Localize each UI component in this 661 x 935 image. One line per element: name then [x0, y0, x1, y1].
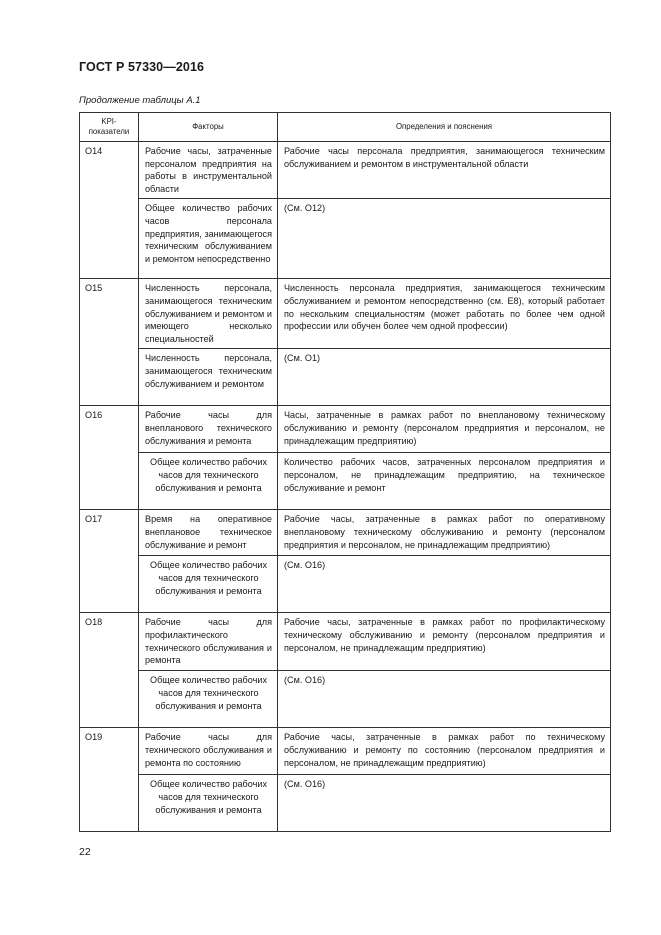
kpi-table — [79, 112, 611, 832]
definition-cell: (См. О1) — [278, 349, 611, 406]
table-row — [80, 775, 611, 832]
table-row — [80, 728, 611, 775]
table-row — [80, 671, 611, 728]
definition-cell: (См. О16) — [278, 671, 611, 728]
page-number: 22 — [79, 846, 91, 858]
table-caption: Продолжение таблицы А.1 — [79, 95, 201, 106]
table-row — [80, 406, 611, 453]
table-row — [80, 199, 611, 279]
definition-cell: (См. О16) — [278, 775, 611, 832]
table-row — [80, 556, 611, 613]
kpi-id-cell: O17 — [80, 510, 139, 613]
column-header-definitions: Определения и пояснения — [278, 113, 611, 142]
table-row — [80, 279, 611, 349]
definition-cell: (См. О16) — [278, 556, 611, 613]
table-row — [80, 142, 611, 199]
column-header-kpi: KPI-показатели — [80, 113, 139, 142]
factor-cell: Общее количество рабочих часов персонала предприятия, занимающегося техническим обслуживанием и ремонтом непосредственно — [139, 199, 278, 279]
factor-cell: Рабочие часы, затраченные персоналом предприятия на работы в инструментальной области — [139, 142, 278, 199]
definition-cell: Рабочие часы, затраченные в рамках работ по профилактическому техническому обслуживанию и ремонту (персоналом предприятия и персоналом, не принадлежащим предприятию) — [278, 613, 611, 671]
kpi-id-cell: O19 — [80, 728, 139, 832]
kpi-id-cell: O16 — [80, 406, 139, 510]
table-row — [80, 613, 611, 671]
table-row — [80, 453, 611, 510]
factor-cell: Рабочие часы для профилактического технического обслуживания и ремонта — [139, 613, 278, 671]
factor-cell: Рабочие часы для технического обслуживания и ремонта по состоянию — [139, 728, 278, 775]
definition-cell: Часы, затраченные в рамках работ по внеплановому техническому обслуживанию и ремонту (персоналом предприятия и персоналом, не принадлежащим предприятию) — [278, 406, 611, 453]
definition-cell: Рабочие часы, затраченные в рамках работ по техническому обслуживанию и ремонту по состоянию (персоналом предприятия и персоналом, не принадлежащим предприятию) — [278, 728, 611, 775]
table-row — [80, 349, 611, 406]
definition-cell: Численность персонала предприятия, занимающегося техническим обслуживанием и ремонтом непосредственно (см. Е8), который работает по нескольким специальностям (может работать по более чем одной профессии или обучен более чем одной профессии) — [278, 279, 611, 349]
document-header: ГОСТ Р 57330—2016 — [79, 60, 205, 74]
factor-cell: Численность персонала, занимающегося техническим обслуживанием и ремонтом — [139, 349, 278, 406]
factor-cell: Общее количество рабочих часов для технического обслуживания и ремонта — [139, 671, 278, 728]
table-row — [80, 510, 611, 556]
factor-cell: Численность персонала, занимающегося техническим обслуживанием и ремонтом и имеющего несколько специальностей — [139, 279, 278, 349]
table-header-row — [80, 113, 611, 142]
definition-cell: (См. О12) — [278, 199, 611, 279]
column-header-factors: Факторы — [139, 113, 278, 142]
definition-cell: Количество рабочих часов, затраченных персоналом предприятия и персоналом, не принадлежащим предприятию, на техническое обслуживание и ремонт — [278, 453, 611, 510]
kpi-id-cell: O15 — [80, 279, 139, 406]
factor-cell: Общее количество рабочих часов для технического обслуживания и ремонта — [139, 453, 278, 510]
definition-cell: Рабочие часы, затраченные в рамках работ по оперативному внеплановому техническому обслуживанию и ремонту (персоналом предприятия и персоналом, не принадлежащим предприятию) — [278, 510, 611, 556]
factor-cell: Общее количество рабочих часов для технического обслуживания и ремонта — [139, 775, 278, 832]
definition-cell: Рабочие часы персонала предприятия, занимающегося техническим обслуживанием и ремонтом в инструментальной области — [278, 142, 611, 199]
factor-cell: Рабочие часы для внепланового технического обслуживания и ремонта — [139, 406, 278, 453]
kpi-id-cell: O14 — [80, 142, 139, 279]
kpi-id-cell: O18 — [80, 613, 139, 728]
factor-cell: Общее количество рабочих часов для технического обслуживания и ремонта — [139, 556, 278, 613]
factor-cell: Время на оперативное внеплановое техническое обслуживание и ремонт — [139, 510, 278, 556]
